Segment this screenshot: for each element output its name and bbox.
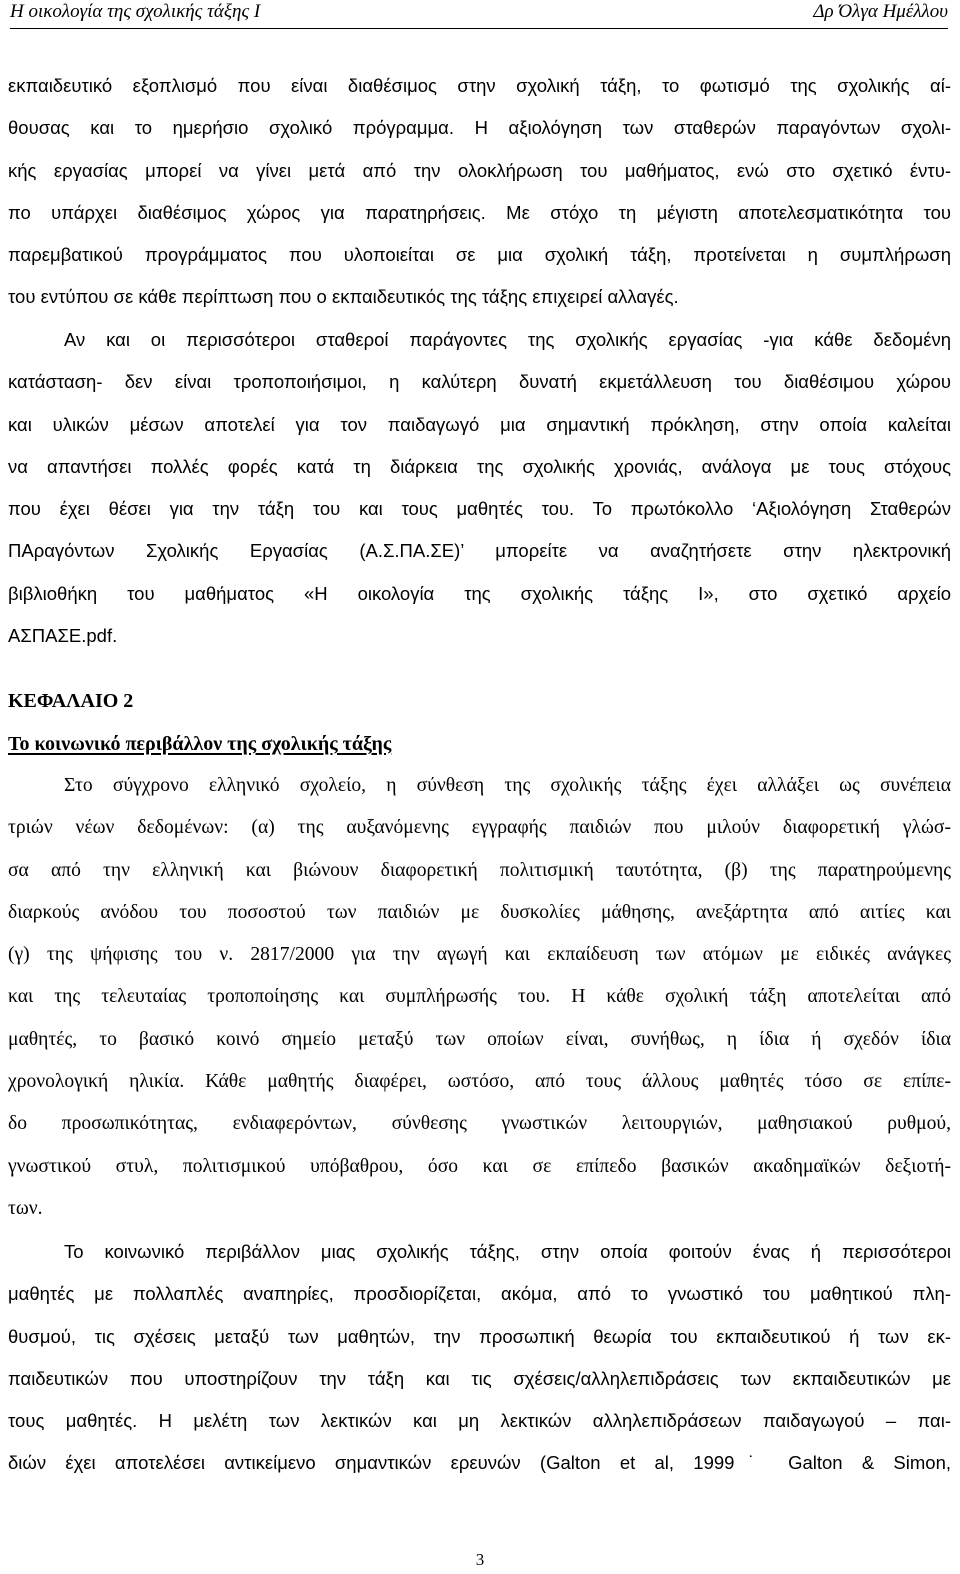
text-line: και υλικών μέσων αποτελεί για τον παιδαγωγό μια σημαντική πρόκληση, στην οποία καλείται (8, 413, 951, 435)
text-line: πο υπάρχει διαθέσιμος χώρος για παρατηρήσεις. Με στόχο τη μέγιστη αποτελεσματικότητα του (8, 201, 951, 223)
text-line: Στο σύγχρονο ελληνικό σχολείο, η σύνθεση της σχολικής τάξης έχει αλλάξει ως συνέπεια (64, 775, 951, 796)
text-line: παρεμβατικού προγράμματος που υλοποιείται σε μια σχολική τάξη, προτείνεται η συμπλήρωση (8, 244, 951, 266)
text-line: Αν και οι περισσότεροι σταθεροί παράγοντες της σχολικής εργασίας -για κάθε δεδομένη (64, 329, 951, 350)
chapter-heading: ΚΕΦΑΛΑΙΟ 2 (8, 690, 134, 712)
text-line: να απαντήσει πολλές φορές κατά τη διάρκεια της σχολικής χρονιάς, ανάλογα με τους στόχους (8, 455, 951, 477)
text-line: διαρκούς ανόδου του ποσοστού των παιδιών με δυσκολίες μάθησης, ανεξάρτητα από αιτίες και (8, 901, 951, 923)
text-line: των. (8, 1197, 43, 1219)
text-line: σα από την ελληνική και βιώνουν διαφορετική πολιτισμική ταυτότητα, (β) της παρατηρούμενης (8, 859, 951, 881)
text-line: διών έχει αποτελέσει αντικείμενο σημαντικών ερευνών (Galton et al, 1999˙ Galton & Simon, (8, 1452, 951, 1474)
text-line: παιδευτικών που υποστηρίζουν την τάξη και τις σχέσεις/αλληλεπιδράσεις των εκπαιδευτικών με (8, 1367, 951, 1389)
page-number: 3 (475, 1550, 485, 1569)
header-course-title: Η οικολογία της σχολικής τάξης Ι (10, 1, 261, 22)
text-line: εκπαιδευτικό εξοπλισμό που είναι διαθέσιμος στην σχολική τάξη, το φωτισμό της σχολικής αί- (8, 75, 951, 96)
text-line: κής εργασίας μπορεί να γίνει μετά από την ολοκλήρωση του μαθήματος, ενώ στο σχετικό έντυ- (8, 159, 951, 181)
text-line: κατάσταση- δεν είναι τροποποιήσιμοι, η καλύτερη δυνατή εκμετάλλευση του διαθέσιμου χώρου (8, 371, 951, 393)
text-line: θυσμού, τις σχέσεις μεταξύ των μαθητών, την προσωπική θεωρία του εκπαιδευτικού ή των εκ- (8, 1325, 951, 1347)
text-line: βιβλιοθήκη του μαθήματος «Η οικολογία της σχολικής τάξης Ι», στο σχετικό αρχείο (8, 582, 951, 604)
running-header (10, 0, 948, 29)
text-line: γνωστικού στυλ, πολιτισμικού υπόβαθρου, όσο και σε επίπεδο βασικών ακαδημαϊκών δεξιοτή- (8, 1155, 951, 1177)
text-line: τους μαθητές. Η μελέτη των λεκτικών και μη λεκτικών αλληλεπιδράσεων παιδαγωγού – παι- (8, 1410, 951, 1432)
text-line: τριών νέων δεδομένων: (α) της αυξανόμενης εγγραφής παιδιών που μιλούν διαφορετική γλώσ- (8, 817, 951, 839)
text-line: (γ) της ψήφισης του ν. 2817/2000 για την αγωγή και εκπαίδευση των ατόμων με ειδικές ανάγκες (8, 944, 951, 966)
paragraph-1 (8, 65, 951, 319)
text-line: χρονολογική ηλικία. Κάθε μαθητής διαφέρει, ωστόσο, από τους άλλους μαθητές τόσο σε επίπε- (8, 1071, 951, 1093)
header-author: Δρ Όλγα Ημέλλου (813, 1, 948, 22)
paragraph-3 (8, 765, 951, 1230)
text-line: δο προσωπικότητας, ενδιαφερόντων, σύνθεσης γνωστικών λειτουργιών, μαθησιακού ρυθμού, (8, 1113, 951, 1135)
text-line: Το κοινωνικό περιβάλλον μιας σχολικής τάξης, στην οποία φοιτούν ένας ή περισσότεροι (64, 1241, 951, 1262)
text-line: και της τελευταίας τροποποίησης και συμπλήρωσής του. Η κάθε σχολική τάξη αποτελείται από (8, 986, 951, 1008)
paragraph-4 (8, 1231, 951, 1485)
text-line: θουσας και το ημερήσιο σχολικό πρόγραμμα. Η αξιολόγηση των σταθερών παραγόντων σχολι- (8, 117, 951, 139)
section-title: Το κοινωνικό περιβάλλον της σχολικής τάξης (8, 733, 392, 755)
text-line: μαθητές, το βασικό κοινό σημείο μεταξύ των οποίων είναι, συνήθως, η ίδια ή σχεδόν ίδια (8, 1028, 951, 1050)
paragraph-2 (8, 319, 951, 657)
text-line: ΑΣΠΑΣΕ.pdf. (8, 625, 118, 647)
text-line: μαθητές με πολλαπλές αναπηρίες, προσδιορίζεται, ακόμα, από το γνωστικό του μαθητικού πλη- (8, 1283, 951, 1305)
text-line: του εντύπου σε κάθε περίπτωση που ο εκπαιδευτικός της τάξης επιχειρεί αλλαγές. (8, 286, 679, 308)
text-line: που έχει θέσει για την τάξη του και τους μαθητές του. Το πρωτόκολλο ‘Αξιολόγηση Σταθερών (8, 498, 951, 520)
text-line: ΠΑραγόντων Σχολικής Εργασίας (Α.Σ.ΠΑ.ΣΕ)’ μπορείτε να αναζητήσετε στην ηλεκτρονική (8, 540, 951, 562)
